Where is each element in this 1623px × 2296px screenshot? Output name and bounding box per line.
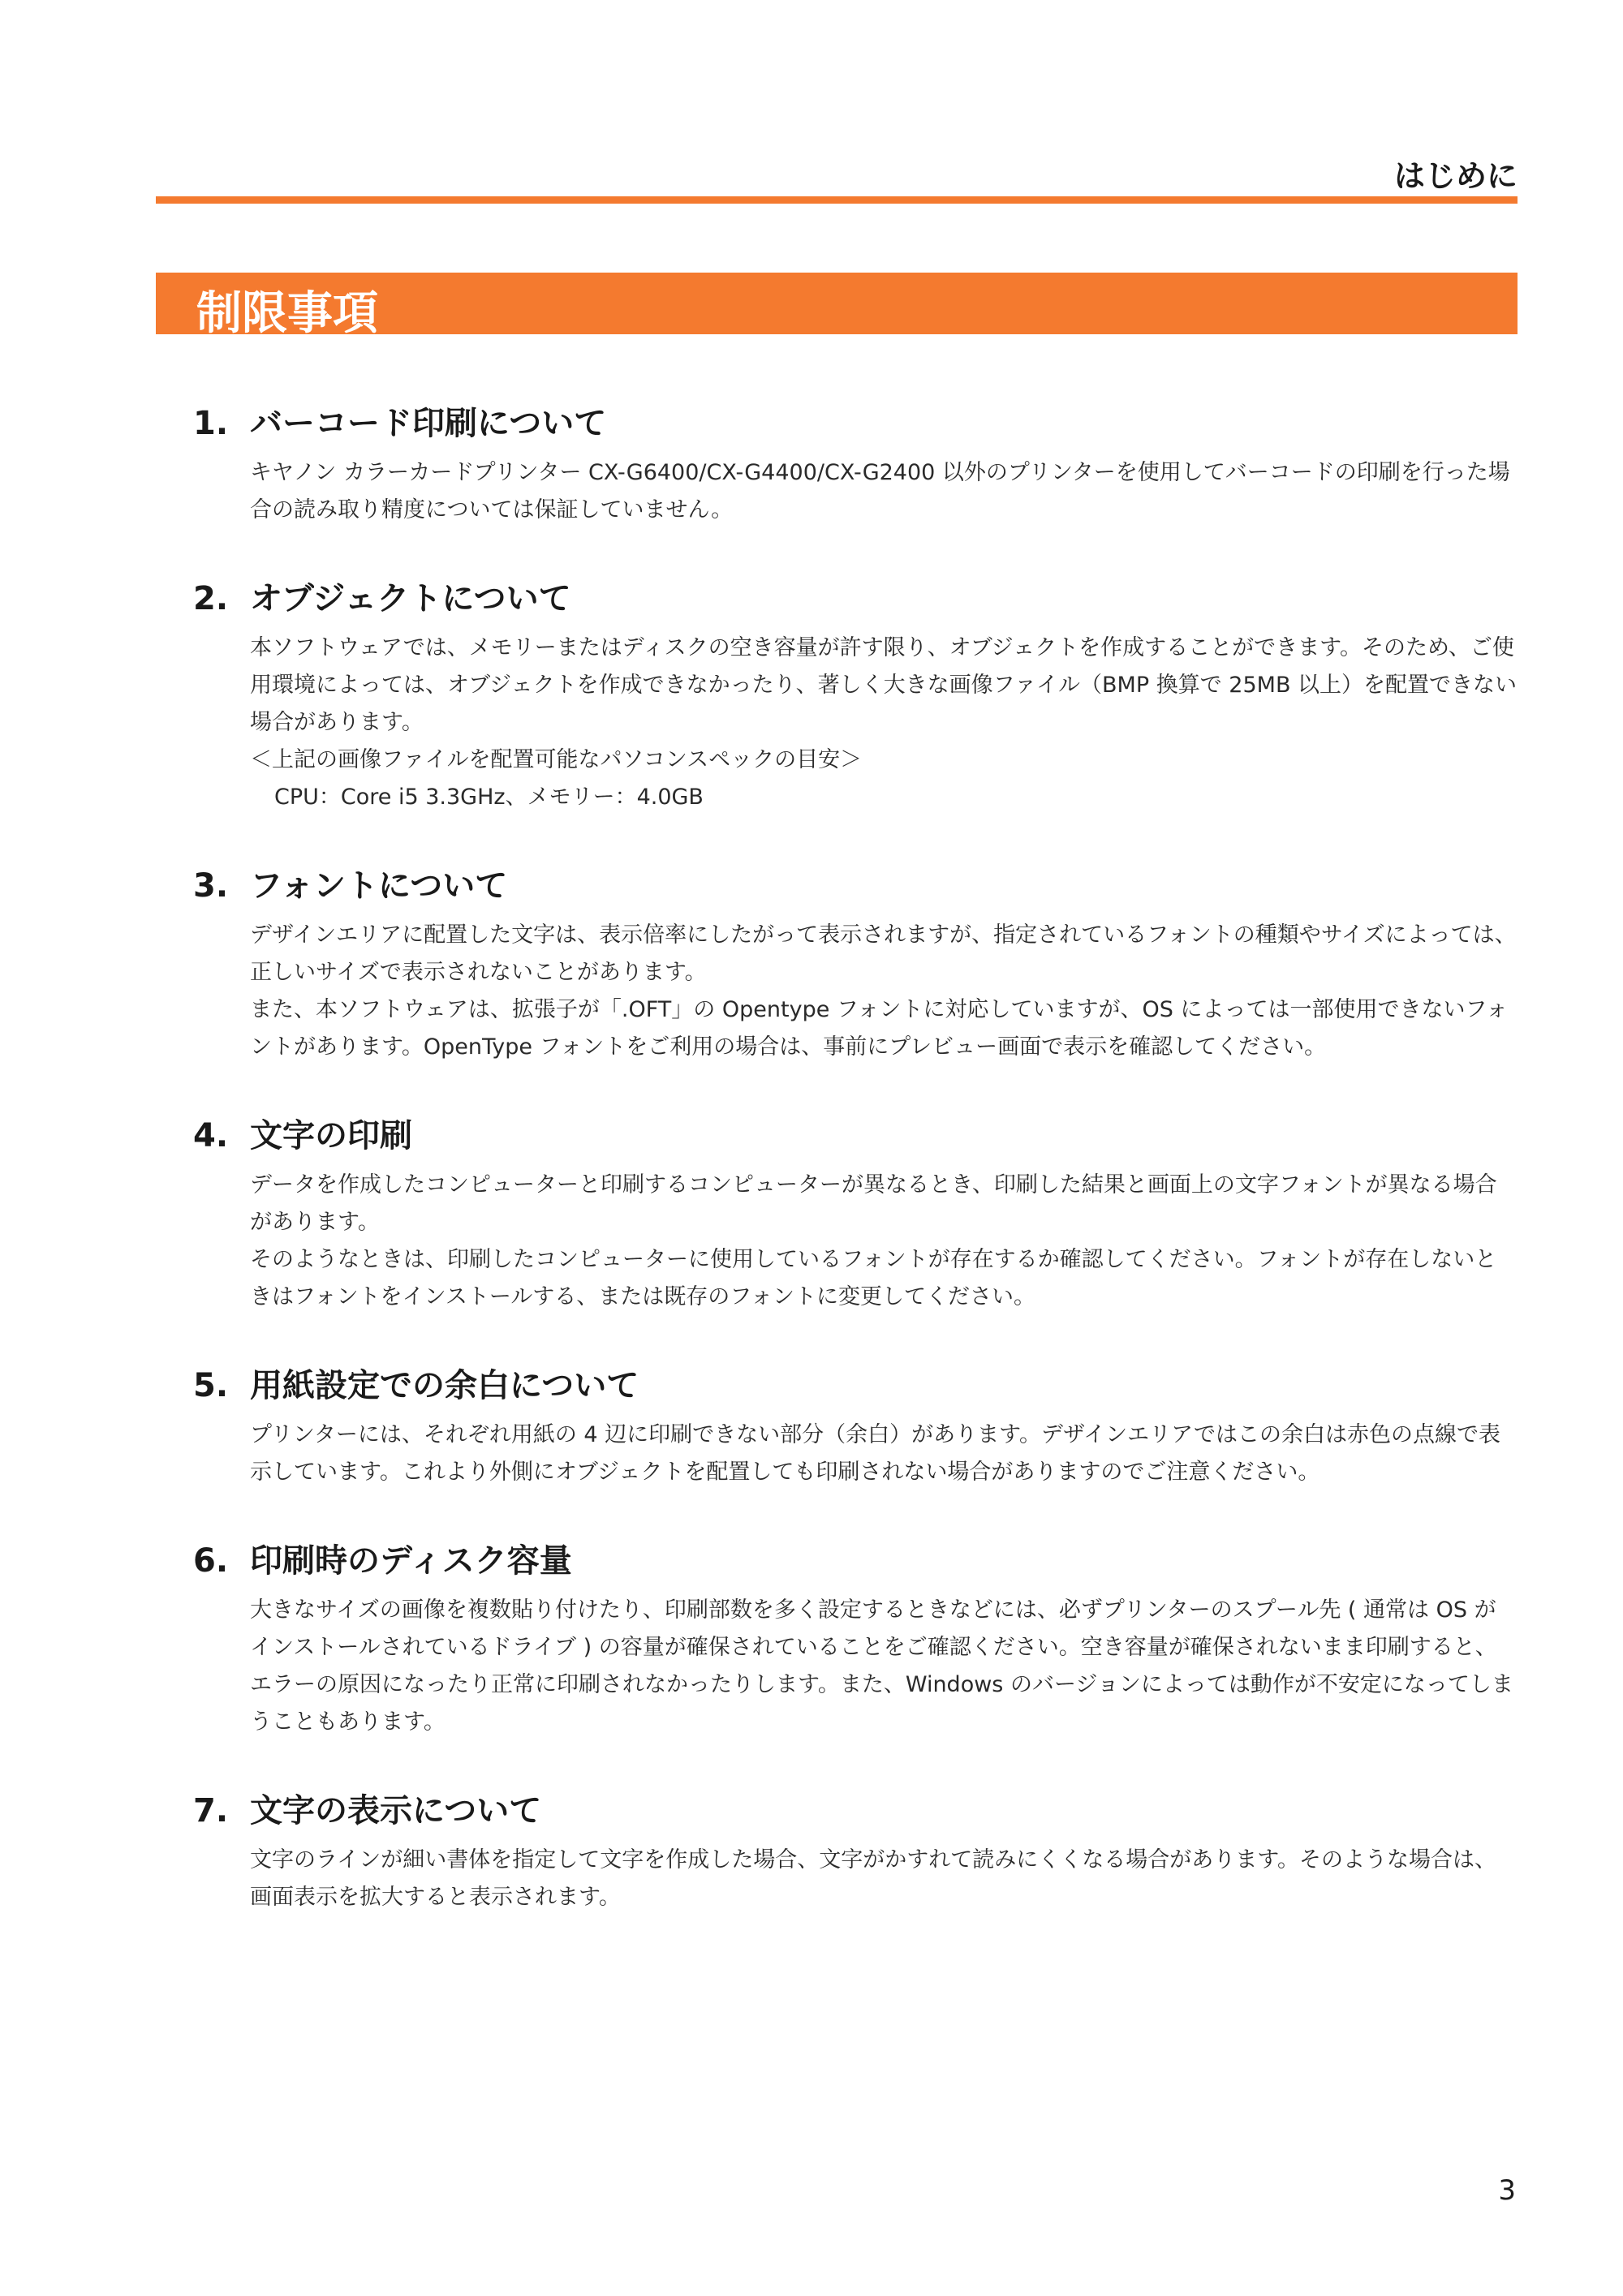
header-rule bbox=[156, 196, 1518, 204]
section-4 bbox=[193, 1110, 1518, 1316]
paragraph: そのようなときは、印刷したコンピューターに使用しているフォントが存在するか確認してください。フォントが存在しないときはフォントをインストールする、または既存のフォントに変更してください。 bbox=[250, 1247, 1497, 1309]
section-body bbox=[250, 454, 1518, 529]
section-body bbox=[250, 1417, 1518, 1491]
section-title: オブジェクトについて bbox=[250, 580, 571, 617]
paragraph: また、本ソフトウェアは、拡張子が「.OFT」の Opentype フォントに対応していますが、OS によっては一部使用できないフォントがあります。OpenType フォントをご利用の場合は、事前にプレビュー画面で表示を確認してください。 bbox=[250, 997, 1509, 1060]
section-body bbox=[250, 917, 1518, 1066]
section-heading bbox=[193, 1785, 1518, 1834]
section-number: 6. bbox=[193, 1542, 229, 1580]
section-number: 1. bbox=[193, 405, 229, 442]
section-1 bbox=[193, 398, 1518, 529]
section-body bbox=[250, 1592, 1518, 1741]
banner-title: 制限事項 bbox=[196, 287, 378, 340]
paragraph: 本ソフトウェアでは、メモリーまたはディスクの空き容量が許す限り、オブジェクトを作成することができます。そのため、ご使用環境によっては、オブジェクトを作成できなかったり、著しく大きな画像ファイル（BMP 換算で 25MB 以上）を配置できない場合があります。 bbox=[250, 635, 1518, 735]
section-title: バーコード印刷について bbox=[250, 405, 607, 442]
spec-line: CPU：Core i5 3.3GHz、メモリー：4.0GB bbox=[274, 785, 704, 810]
section-body bbox=[250, 630, 1518, 816]
page-number: 3 bbox=[1498, 2174, 1516, 2207]
paragraph: データを作成したコンピューターと印刷するコンピューターが異なるとき、印刷した結果と画面上の文字フォントが異なる場合があります。 bbox=[250, 1172, 1497, 1235]
section-title: フォントについて bbox=[250, 867, 508, 905]
paragraph: デザインエリアに配置した文字は、表示倍率にしたがって表示されますが、指定されているフォントの種類やサイズによっては、正しいサイズで表示されないことがあります。 bbox=[250, 922, 1517, 985]
section-5 bbox=[193, 1360, 1518, 1491]
content bbox=[193, 398, 1518, 1960]
section-number: 4. bbox=[193, 1117, 229, 1154]
section-heading bbox=[193, 1535, 1518, 1584]
section-heading bbox=[193, 860, 1518, 909]
section-heading bbox=[193, 398, 1518, 446]
section-number: 2. bbox=[193, 580, 229, 617]
section-heading bbox=[193, 1110, 1518, 1159]
section-heading bbox=[193, 573, 1518, 621]
section-title: 印刷時のディスク容量 bbox=[250, 1542, 572, 1580]
paragraph: キヤノン カラーカードプリンター CX-G6400/CX-G4400/CX-G2400 以外のプリンターを使用してバーコードの印刷を行った場合の読み取り精度については保証していません。 bbox=[250, 460, 1510, 522]
running-header: はじめに bbox=[1393, 158, 1518, 194]
spec-heading: ＜上記の画像ファイルを配置可能なパソコンスペックの目安＞ bbox=[250, 747, 863, 772]
section-heading bbox=[193, 1360, 1518, 1408]
section-number: 5. bbox=[193, 1367, 229, 1404]
section-title: 文字の表示について bbox=[250, 1792, 542, 1829]
section-6 bbox=[193, 1535, 1518, 1741]
section-2 bbox=[193, 573, 1518, 816]
section-title: 用紙設定での余白について bbox=[250, 1367, 639, 1404]
section-number: 7. bbox=[193, 1792, 229, 1829]
paragraph: プリンターには、それぞれ用紙の 4 辺に印刷できない部分（余白）があります。デザインエリアではこの余白は赤色の点線で表示しています。これより外側にオブジェクトを配置しても印刷されない場合がありますのでご注意ください。 bbox=[250, 1422, 1500, 1485]
section-body bbox=[250, 1167, 1518, 1316]
section-3 bbox=[193, 860, 1518, 1066]
paragraph: 文字のラインが細い書体を指定して文字を作成した場合、文字がかすれて読みにくくなる場合があります。そのような場合は、画面表示を拡大すると表示されます。 bbox=[250, 1847, 1497, 1910]
section-body bbox=[250, 1842, 1518, 1916]
section-title: 文字の印刷 bbox=[250, 1117, 412, 1154]
section-banner bbox=[156, 273, 1518, 340]
section-7 bbox=[193, 1785, 1518, 1916]
section-number: 3. bbox=[193, 867, 229, 905]
paragraph: 大きなサイズの画像を複数貼り付けたり、印刷部数を多く設定するときなどには、必ずプリンターのスプール先 ( 通常は OS がインストールされているドライブ ) の容量が確保されていることをご確認ください。空き容量が確保されないまま印刷すると、エラーの原因になったり正常に印刷されなかったりします。また、Windows のバージョンによっては動作が不安定になってしまうこともあります。 bbox=[250, 1597, 1513, 1735]
